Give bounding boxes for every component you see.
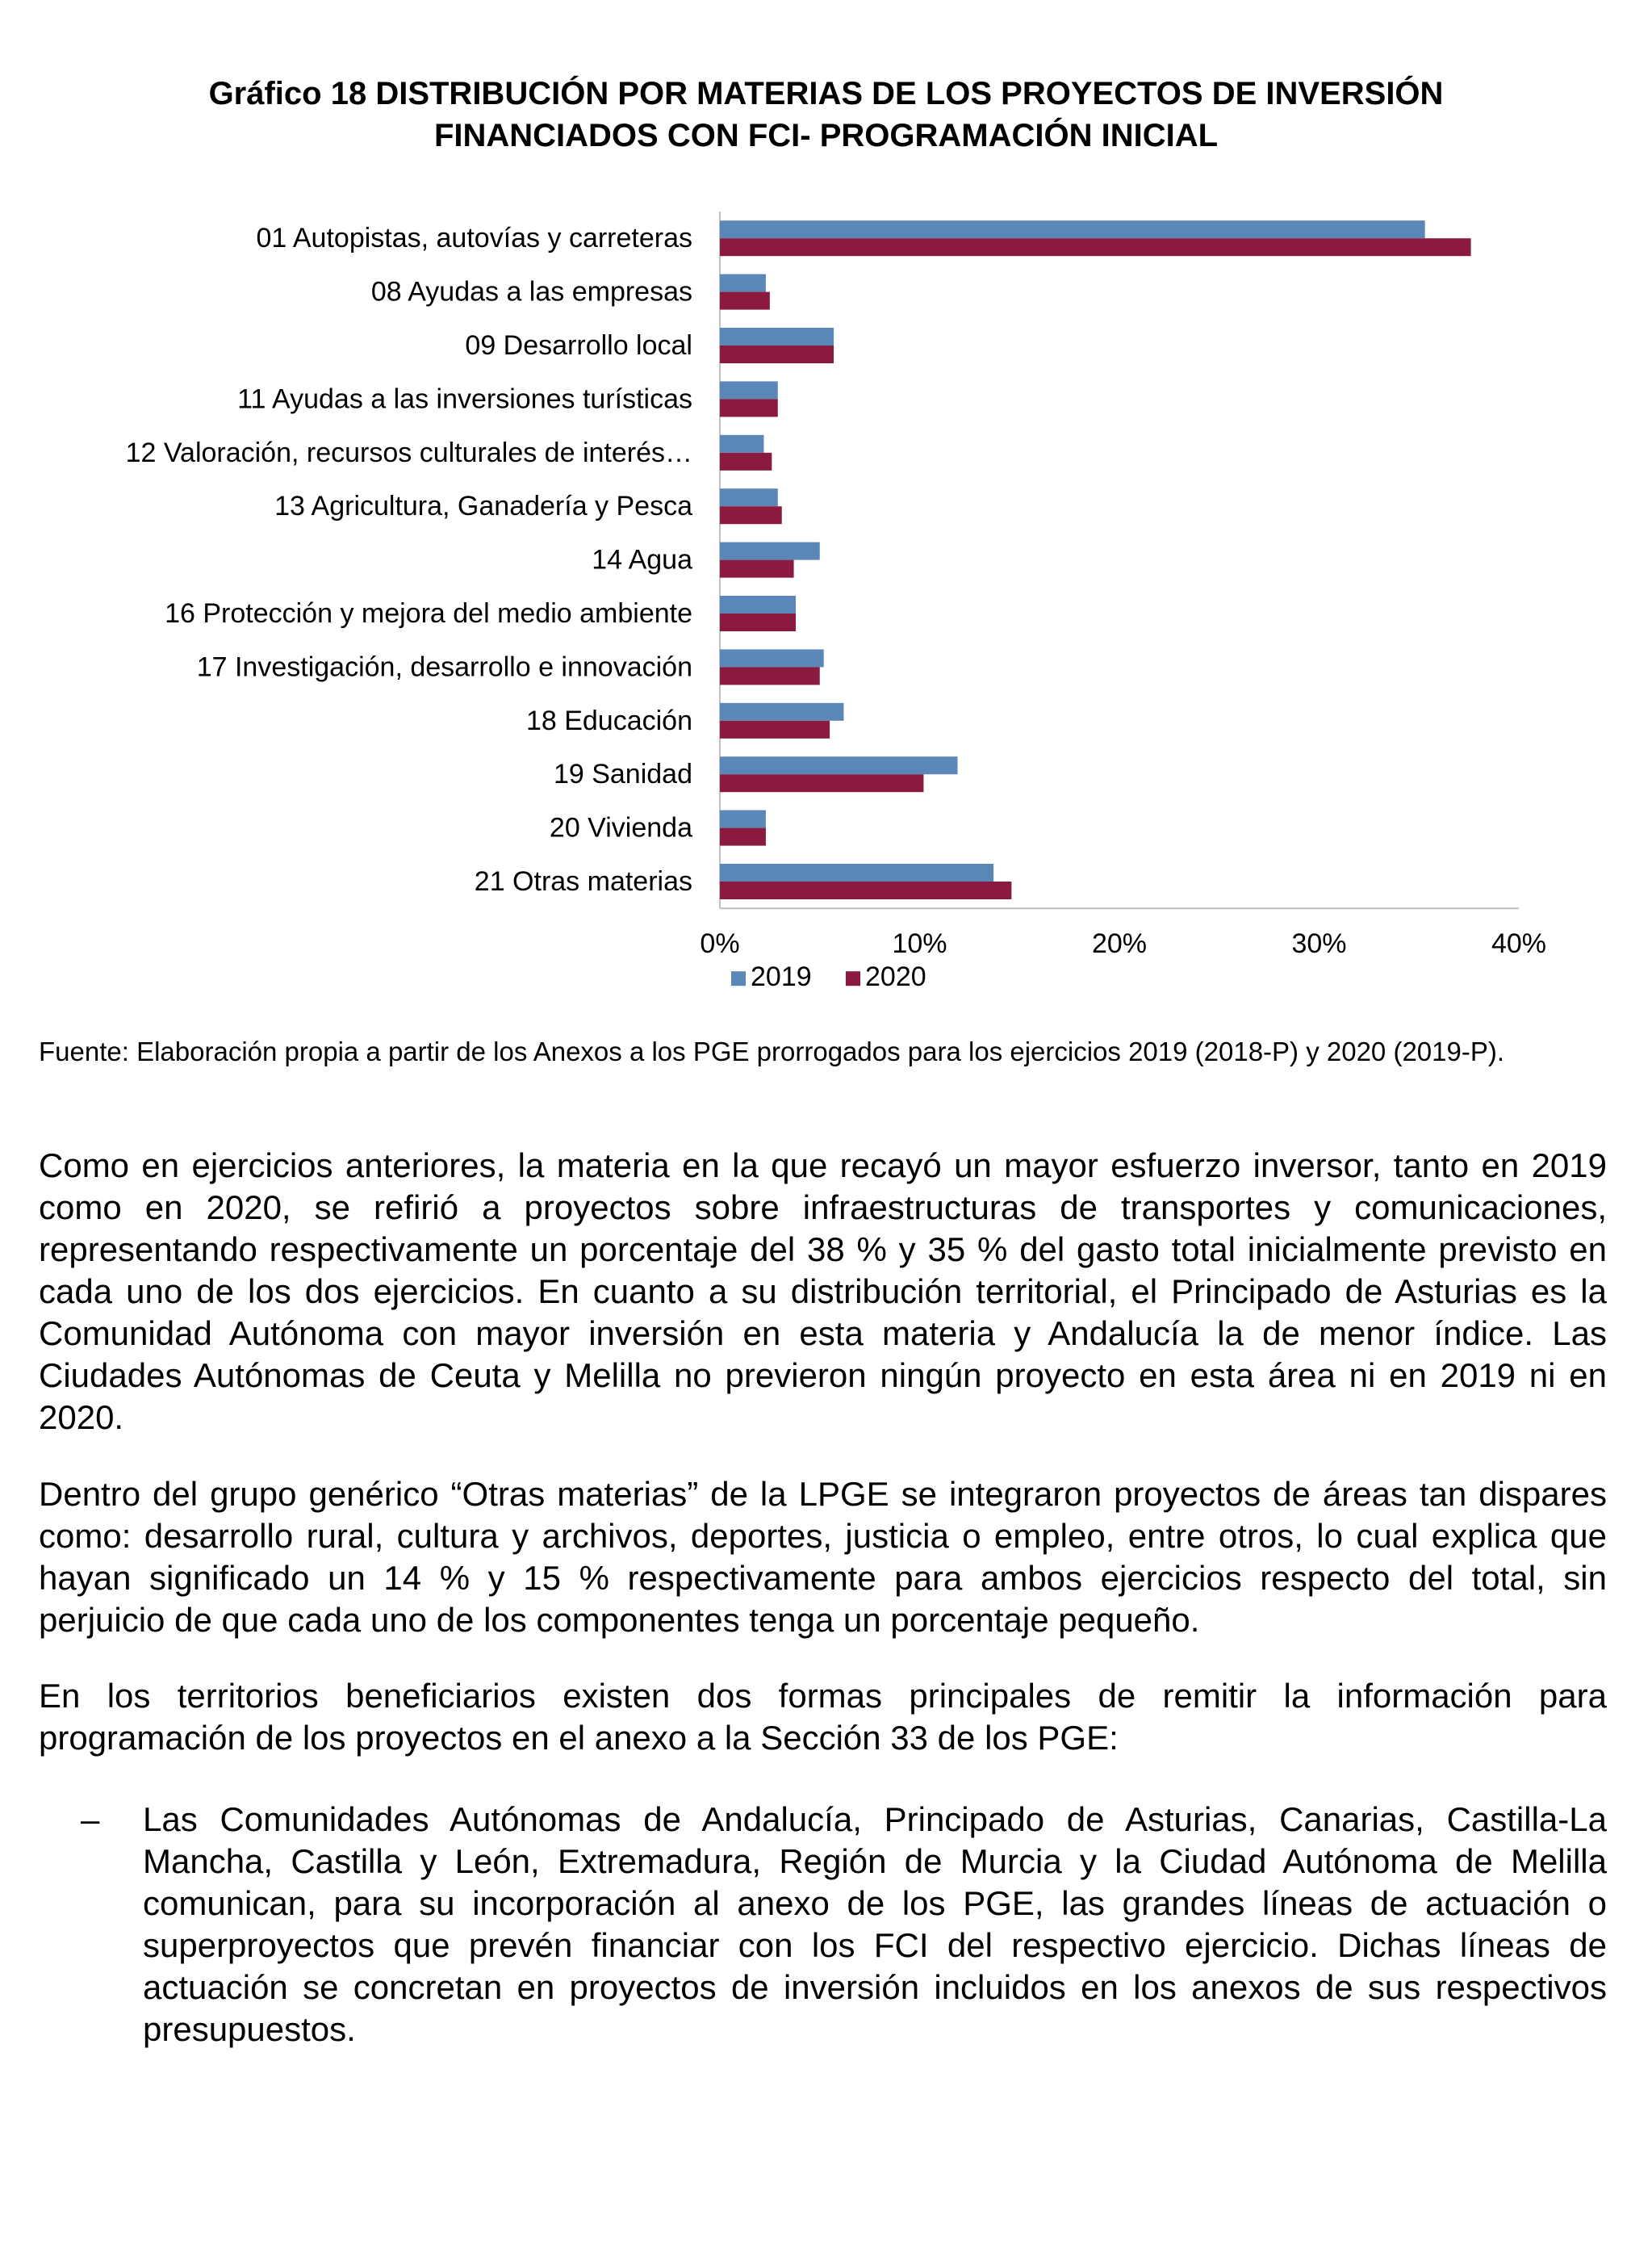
paragraph-1: Como en ejercicios anteriores, la materia en la que recayó un mayor esfuerzo inversor, tanto en 2019 como en 2020, se refirió a proyectos sobre infraestructuras de transportes y comunicaciones, representando respectivamente un porcentaje del 38 % y 35 % del gasto total inicialmente previsto en cada uno de los dos ejercicios. En cuanto a su distribución territorial, el Principado de Asturias es la Comunidad Autónoma con mayor inversión en esta materia y Andalucía la de menor índice. Las Ciudades Autónomas de Ceuta y Melilla no previeron ningún proyecto en esta área ni en 2019 ni en 2020. — [39, 1146, 1607, 1436]
x-tick-label: 30% — [1291, 928, 1347, 960]
bar-2020 — [720, 774, 923, 792]
bar-2019 — [720, 596, 796, 614]
bullet-item: Las Comunidades Autónomas de Andalucía, Principado de Asturias, Canarias, Castilla-La Mancha, Castilla y León, Extremadura, Región de Murcia y la Ciudad Autónoma de Melilla comunican, para su incorporación al anexo de los PGE, las grandes líneas de actuación o superproyectos que prevén financiar con los FCI del respectivo ejercicio. Dichas líneas de actuación se concretan en proyectos de inversión incluidos en los anexos de sus respectivos presupuestos. — [143, 1800, 1607, 2048]
bar-2019 — [720, 274, 766, 292]
bar-2019 — [720, 542, 820, 560]
category-label: 17 Investigación, desarrollo e innovación — [196, 651, 692, 683]
bar-2019 — [720, 435, 763, 453]
bar-2019 — [720, 811, 766, 828]
bar-2019 — [720, 864, 993, 882]
category-label: 14 Agua — [592, 544, 692, 576]
chart-title-line-1: Gráfico 18 DISTRIBUCIÓN POR MATERIAS DE LOS PROYECTOS DE INVERSIÓN — [208, 76, 1444, 111]
category-label: 01 Autopistas, autovías y carreteras — [256, 223, 692, 254]
bar-2020 — [720, 882, 1011, 899]
category-label: 16 Protección y mejora del medio ambiente — [165, 598, 692, 629]
paragraph-2: Dentro del grupo genérico “Otras materias” de la LPGE se integraron proyectos de áreas tan dispares como: desarrollo rural, cultura y archivos, deportes, justicia o empleo, entre otros, lo cual explica que hayan significado un 14 % y 15 % respectivamente para ambos ejercicios respecto del total, sin perjuicio de que cada uno de los componentes tenga un porcentaje pequeño. — [39, 1475, 1607, 1639]
bar-2020 — [720, 238, 1471, 256]
bar-2020 — [720, 560, 794, 578]
bar-2020 — [720, 506, 782, 524]
category-label: 12 Valoración, recursos culturales de interés… — [125, 437, 692, 468]
bar-2019 — [720, 488, 778, 506]
bar-chart — [0, 0, 1652, 1001]
category-label: 21 Otras materias — [474, 866, 692, 897]
bar-2019 — [720, 328, 834, 346]
bar-2020 — [720, 453, 772, 471]
x-tick-label: 20% — [1091, 928, 1148, 960]
bar-2019 — [720, 756, 958, 774]
category-label: 13 Agricultura, Ganadería y Pesca — [274, 491, 692, 522]
category-label: 11 Ayudas a las inversiones turísticas — [237, 383, 692, 415]
source-note: Fuente: Elaboración propia a partir de los Anexos a los PGE prorrogados para los ejercicios 2019 (2018-P) y 2020 (2019-P). — [39, 1037, 1505, 1066]
legend-swatch-2019 — [731, 971, 746, 986]
category-label: 19 Sanidad — [553, 759, 692, 790]
bar-2019 — [720, 649, 824, 667]
category-label: 09 Desarrollo local — [465, 330, 692, 361]
legend-swatch-2020 — [846, 971, 860, 986]
paragraph-3: En los territorios beneficiarios existen dos formas principales de remitir la información para programación de los proyectos en el anexo a la Sección 33 de los PGE: — [39, 1677, 1607, 1757]
bullet-dash: – — [81, 1800, 100, 1838]
category-label: 18 Educación — [525, 705, 692, 736]
bar-2019 — [720, 381, 778, 399]
bar-2020 — [720, 828, 766, 846]
bar-2020 — [720, 614, 796, 631]
chart-title-line-2: FINANCIADOS CON FCI- PROGRAMACIÓN INICIAL — [433, 118, 1219, 153]
legend-label-2019: 2019 — [751, 961, 812, 993]
bar-2020 — [720, 399, 778, 417]
x-tick-label: 10% — [892, 928, 947, 960]
bar-2019 — [720, 703, 843, 721]
bar-2020 — [720, 667, 820, 685]
bar-2020 — [720, 721, 830, 739]
x-tick-label: 40% — [1491, 928, 1547, 960]
bar-2020 — [720, 292, 770, 310]
category-label: 20 Vivienda — [549, 812, 692, 844]
bar-2019 — [720, 220, 1425, 238]
x-tick-label: 0% — [700, 928, 740, 960]
bar-2020 — [720, 346, 834, 363]
category-label: 08 Ayudas a las empresas — [370, 276, 692, 308]
legend-label-2020: 2020 — [865, 961, 926, 993]
